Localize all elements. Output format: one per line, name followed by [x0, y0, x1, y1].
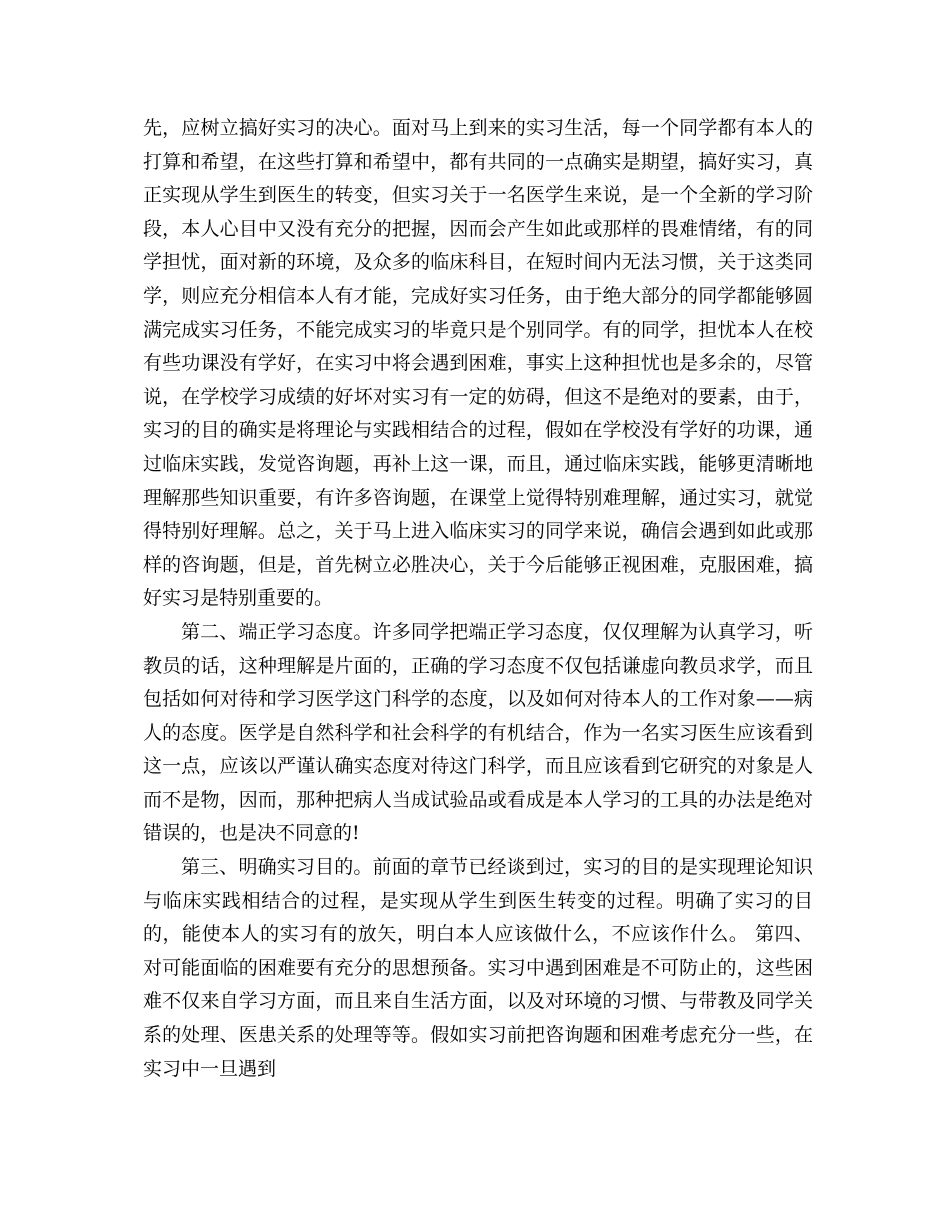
paragraph-2: 第二、端正学习态度。许多同学把端正学习态度，仅仅理解为认真学习，听教员的话，这种理解是片面的，正确的学习态度不仅包括谦虚向教员求学，而且包括如何对待和学习医学这门科学的态度，以及如何对待本人的工作对象——病人的态度。医学是自然科学和社会科学的有机结合，作为一名实习医生应该看到这一点，应该以严谨认确实态度对待这门科学，而且应该看到它研究的对象是人而不是物，因而，那种把病人当成试验品或看成是本人学习的工具的办法是绝对错误的，也是决不同意的! [143, 620, 813, 845]
document-body [143, 112, 813, 1086]
paragraph-3: 第三、明确实习目的。前面的章节已经谈到过，实习的目的是实现理论知识与临床实践相结合的过程，是实现从学生到医生转变的过程。明确了实习的目的，能使本人的实习有的放矢，明白本人应该做什么，不应该作什么。 第四、对可能面临的困难要有充分的思想预备。实习中遇到困难是不可防止的，这些困难不仅来自学习方面，而且来自生活方面，以及对环境的习惯、与带教及同学关系的处理、医患关系的处理等等。假如实习前把咨询题和困难考虑充分一些，在实习中一旦遇到 [143, 856, 813, 1080]
paragraph-1: 先，应树立搞好实习的决心。面对马上到来的实习生活，每一个同学都有本人的打算和希望，在这些打算和希望中，都有共同的一点确实是期望，搞好实习，真正实现从学生到医生的转变，但实习关于一名医学生来说，是一个全新的学习阶段，本人心目中又没有充分的把握，因而会产生如此或那样的畏难情绪，有的同学担忧，面对新的环境，及众多的临床科目，在短时间内无法习惯，关于这类同学，则应充分相信本人有才能，完成好实习任务，由于绝大部分的同学都能够圆满完成实习任务，不能完成实习的毕竟只是个别同学。有的同学，担忧本人在校有些功课没有学好，在实习中将会遇到困难，事实上这种担忧也是多余的，尽管说，在学校学习成绩的好坏对实习有一定的妨碍，但这不是绝对的要素，由于，实习的目的确实是将理论与实践相结合的过程，假如在学校没有学好的功课，通过临床实践，发觉咨询题，再补上这一课，而且，通过临床实践，能够更清晰地理解那些知识重要，有许多咨询题，在课堂上觉得特别难理解，通过实习，就觉得特别好理解。总之，关于马上进入临床实习的同学来说，确信会遇到如此或那样的咨询题，但是，首先树立必胜决心，关于今后能够正视困难，克服困难，搞好实习是特别重要的。 [143, 117, 813, 610]
